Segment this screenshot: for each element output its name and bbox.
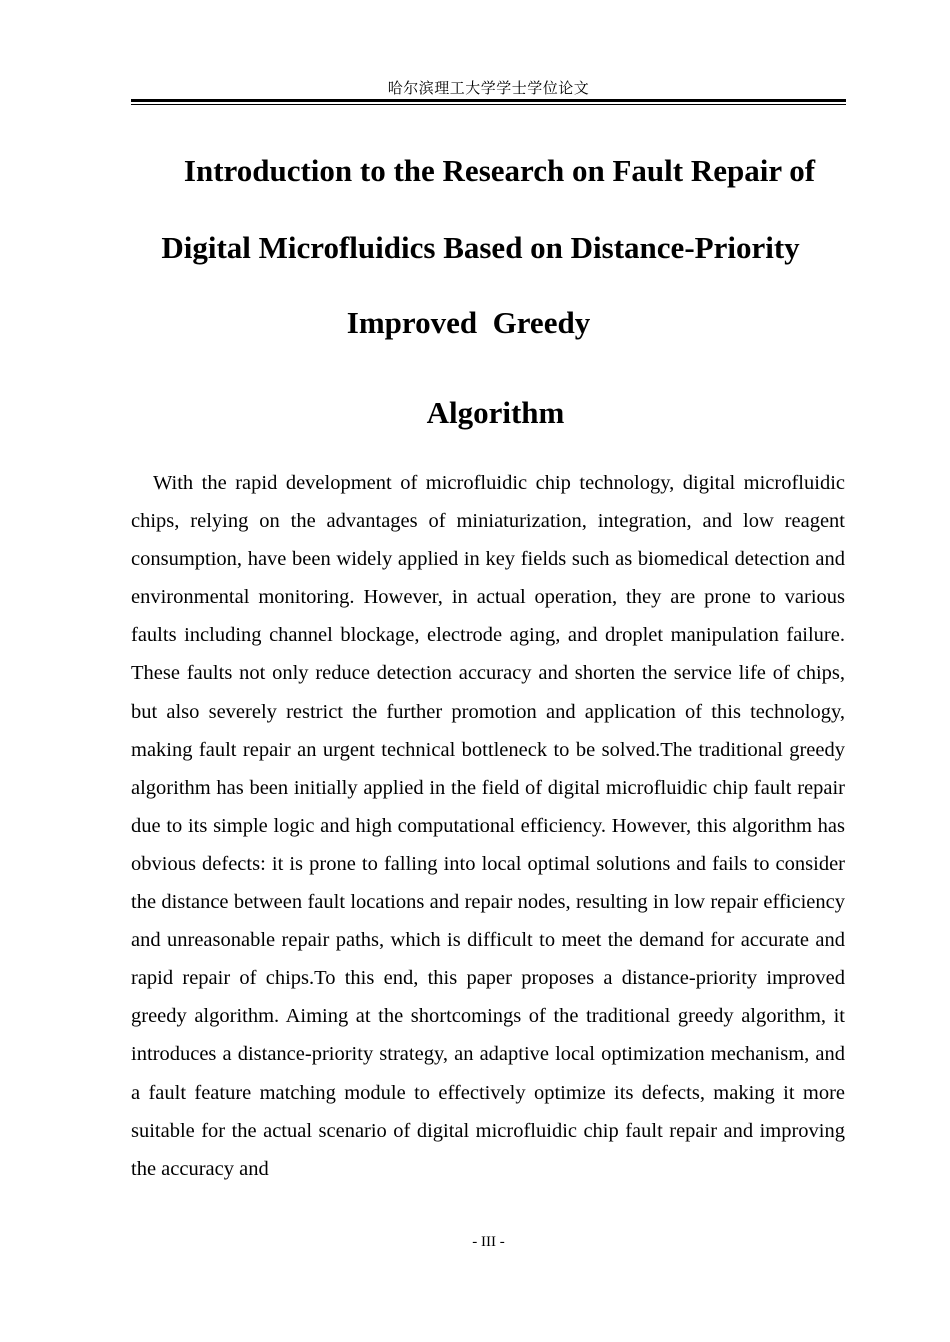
- title-line-2: Digital Microfluidics Based on Distance-Priority: [161, 230, 800, 265]
- title-line-3: Improved Greedy: [346, 305, 591, 340]
- page-number: - III -: [472, 1234, 505, 1250]
- title-line-4: Algorithm: [426, 395, 565, 430]
- header-rule-thin: [131, 104, 846, 105]
- title-line-1: Introduction to the Research on Fault Repair of: [183, 153, 816, 188]
- paper-title: [131, 148, 846, 436]
- header-rule-thick: [131, 99, 846, 102]
- abstract-paragraph: With the rapid development of microfluidic chip technology, digital microfluidic chips, relying on the advantages of miniaturization, integration, and low reagent consumption, have been widely applied in key fields such as biomedical detection and environmental monitoring. However, in actual operation, they are prone to various faults including channel blockage, electrode aging, and droplet manipulation failure. These faults not only reduce detection accuracy and shorten the service life of chips, but also severely restrict the further promotion and application of this technology, making fault repair an urgent technical bottleneck to be solved.The traditional greedy algorithm has been initially applied in the field of digital microfluidic chip fault repair due to its simple logic and high computational efficiency. However, this algorithm has obvious defects: it is prone to falling into local optimal solutions and fails to consider the distance between fault locations and repair nodes, resulting in low repair efficiency and unreasonable repair paths, which is difficult to meet the demand for accurate and rapid repair of chips.To this end, this paper proposes a distance-priority improved greedy algorithm. Aiming at the shortcomings of the traditional greedy algorithm, it introduces a distance-priority strategy, an adaptive local optimization mechanism, and a fault feature matching module to effectively optimize its defects, making it more suitable for the actual scenario of digital microfluidic chip fault repair and improving the accuracy and: [131, 472, 845, 1180]
- running-header: 哈尔滨理工大学学士学位论文: [387, 79, 590, 97]
